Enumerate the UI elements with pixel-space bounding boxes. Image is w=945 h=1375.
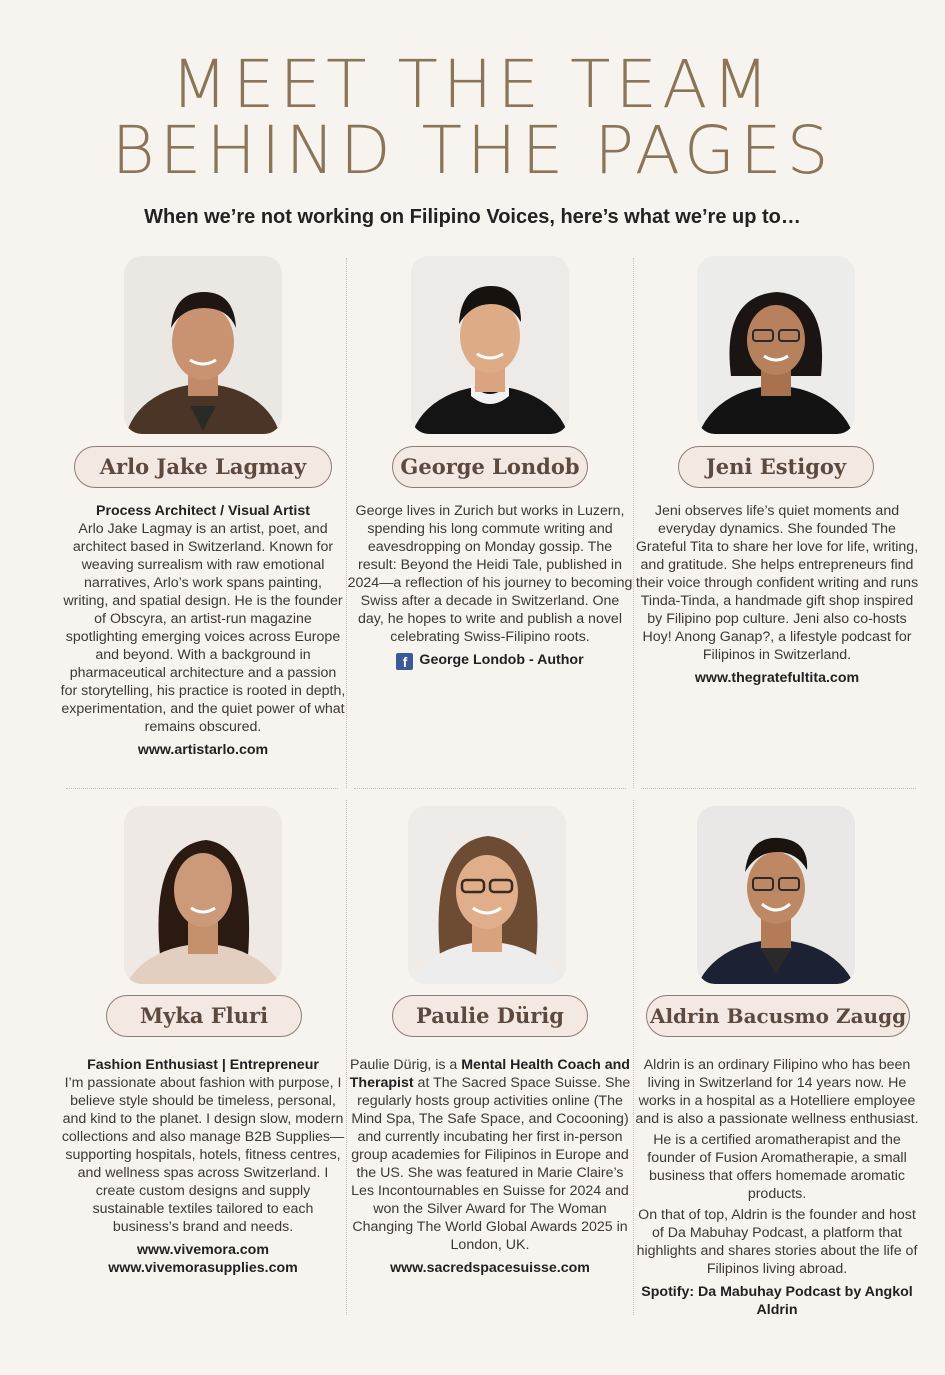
bio-text-start: Paulie Dürig, is a [350, 1057, 462, 1073]
bio-block [634, 502, 920, 687]
bio-text: I’m passionate about fashion with purpose, I believe style should be timeless, personal, and kind to the planet. I design slow, modern collections and also manage B2B Supplies—supporting hospitals, hotels, fitness centres, and wellness spas across Switzerland. I create custom designs and supply sustainable textiles tailored to each business’s brand and needs. [61, 1075, 345, 1235]
portrait-photo [124, 256, 282, 434]
role-text: Fashion Enthusiast | Entrepreneur [87, 1057, 319, 1073]
page-title [0, 46, 945, 189]
bio-block [60, 1056, 346, 1277]
bio-text: Jeni observes life’s quiet moments and everyday dynamics. She founded The Grateful Tita to share her love for life, writing, and gratitude. She helps entrepreneurs find their voice through confident writing and runs Tinda-Tinda, a handmade gift shop inspired by Filipino pop culture. Jeni also co-hosts Hoy! Anong Ganap?, a lifestyle podcast for Filipinos in Switzerland. [635, 503, 919, 663]
name-badge: Aldrin Bacusmo Zaugg [646, 995, 910, 1037]
facebook-label: George Londob - Author [419, 652, 584, 668]
name-badge: George Londob [392, 446, 588, 488]
portrait-photo [697, 806, 855, 984]
website-link[interactable]: www.thegratefultita.com [694, 670, 860, 686]
row-divider [66, 788, 338, 789]
title-line-1: MEET THE TEAM [170, 46, 775, 123]
name-badge: Arlo Jake Lagmay [74, 446, 332, 488]
website-link-2[interactable]: www.vivemorasupplies.com [108, 1260, 298, 1276]
bio-block [347, 502, 633, 670]
portrait-photo [408, 806, 566, 984]
bio-block [60, 502, 346, 759]
portrait-photo [697, 256, 855, 434]
bio-block [347, 1056, 633, 1277]
title-line-2: BEHIND THE PAGES [111, 112, 834, 189]
facebook-link[interactable] [347, 651, 633, 670]
podcast-link[interactable]: Spotify: Da Mabuhay Podcast by Angkol Aldrin [641, 1284, 913, 1318]
bio-text-end: at The Sacred Space Suisse. She regularly hosts group activities online (The Mind Spa, The Safe Space, and Cocooning) and currently incubating her first in-person group academies for Filipinos in Europe and the US. She was featured in Marie Claire’s Les Incontournables en Suisse for 2024 and won the Silver Award for The Woman Changing The World Global Awards 2025 in London, UK. [351, 1075, 631, 1253]
bio-text: Aldrin is an ordinary Filipino who has been living in Switzerland for 14 years now. He works in a hospital as a Hotelliere employee and is also a passionate wellness enthusiast. [635, 1057, 919, 1127]
bio-text-highlight: Mental Health Coach and Therapist [349, 1057, 630, 1091]
row-divider [641, 788, 916, 789]
page-subtitle: When we’re not working on Filipino Voices, here’s what we’re up to… [144, 206, 801, 228]
portrait-photo [124, 806, 282, 984]
name-badge: Jeni Estigoy [678, 446, 874, 488]
bio-text: Arlo Jake Lagmay is an artist, poet, and architect based in Switzerland. Known for weaving surrealism with raw emotional narratives, Arlo’s work spans painting, writing, and spatial design. He is the founder of Obscyra, an artist-run magazine spotlighting emerging voices across Europe and beyond. With a background in pharmaceutical architecture and a passion for storytelling, his practice is rooted in depth, experimentation, and the quiet power of what remains obscured. [60, 521, 346, 735]
facebook-icon: f [396, 653, 413, 670]
name-badge: Myka Fluri [106, 995, 302, 1037]
row-divider [354, 788, 626, 789]
website-link[interactable]: www.sacredspacesuisse.com [390, 1260, 590, 1276]
bio-text: George lives in Zurich but works in Luzern, spending his long commute writing and eavesdropping on Monday gossip. The result: Beyond the Heidi Tale, published in 2024—a reflection of his journey to becoming Swiss after a decade in Switzerland. One day, he hopes to write and publish a novel celebrating Swiss-Filipino roots. [347, 503, 633, 645]
name-badge: Paulie Dürig [392, 995, 588, 1037]
bio-block [634, 1056, 920, 1319]
bio-text [347, 1056, 633, 1254]
website-link[interactable]: www.artistarlo.com [137, 742, 269, 758]
portrait-photo [411, 256, 569, 434]
bio-text: On that of top, Aldrin is the founder and host of Da Mabuhay Podcast, a platform that highlights and shares stories about the life of Filipinos living abroad. [636, 1207, 918, 1277]
bio-text: He is a certified aromatherapist and the founder of Fusion Aromatherapie, a small business that offers homemade aromatic products. [647, 1132, 907, 1202]
website-link[interactable]: www.vivemora.com [137, 1242, 269, 1258]
role-text: Process Architect / Visual Artist [96, 503, 310, 519]
